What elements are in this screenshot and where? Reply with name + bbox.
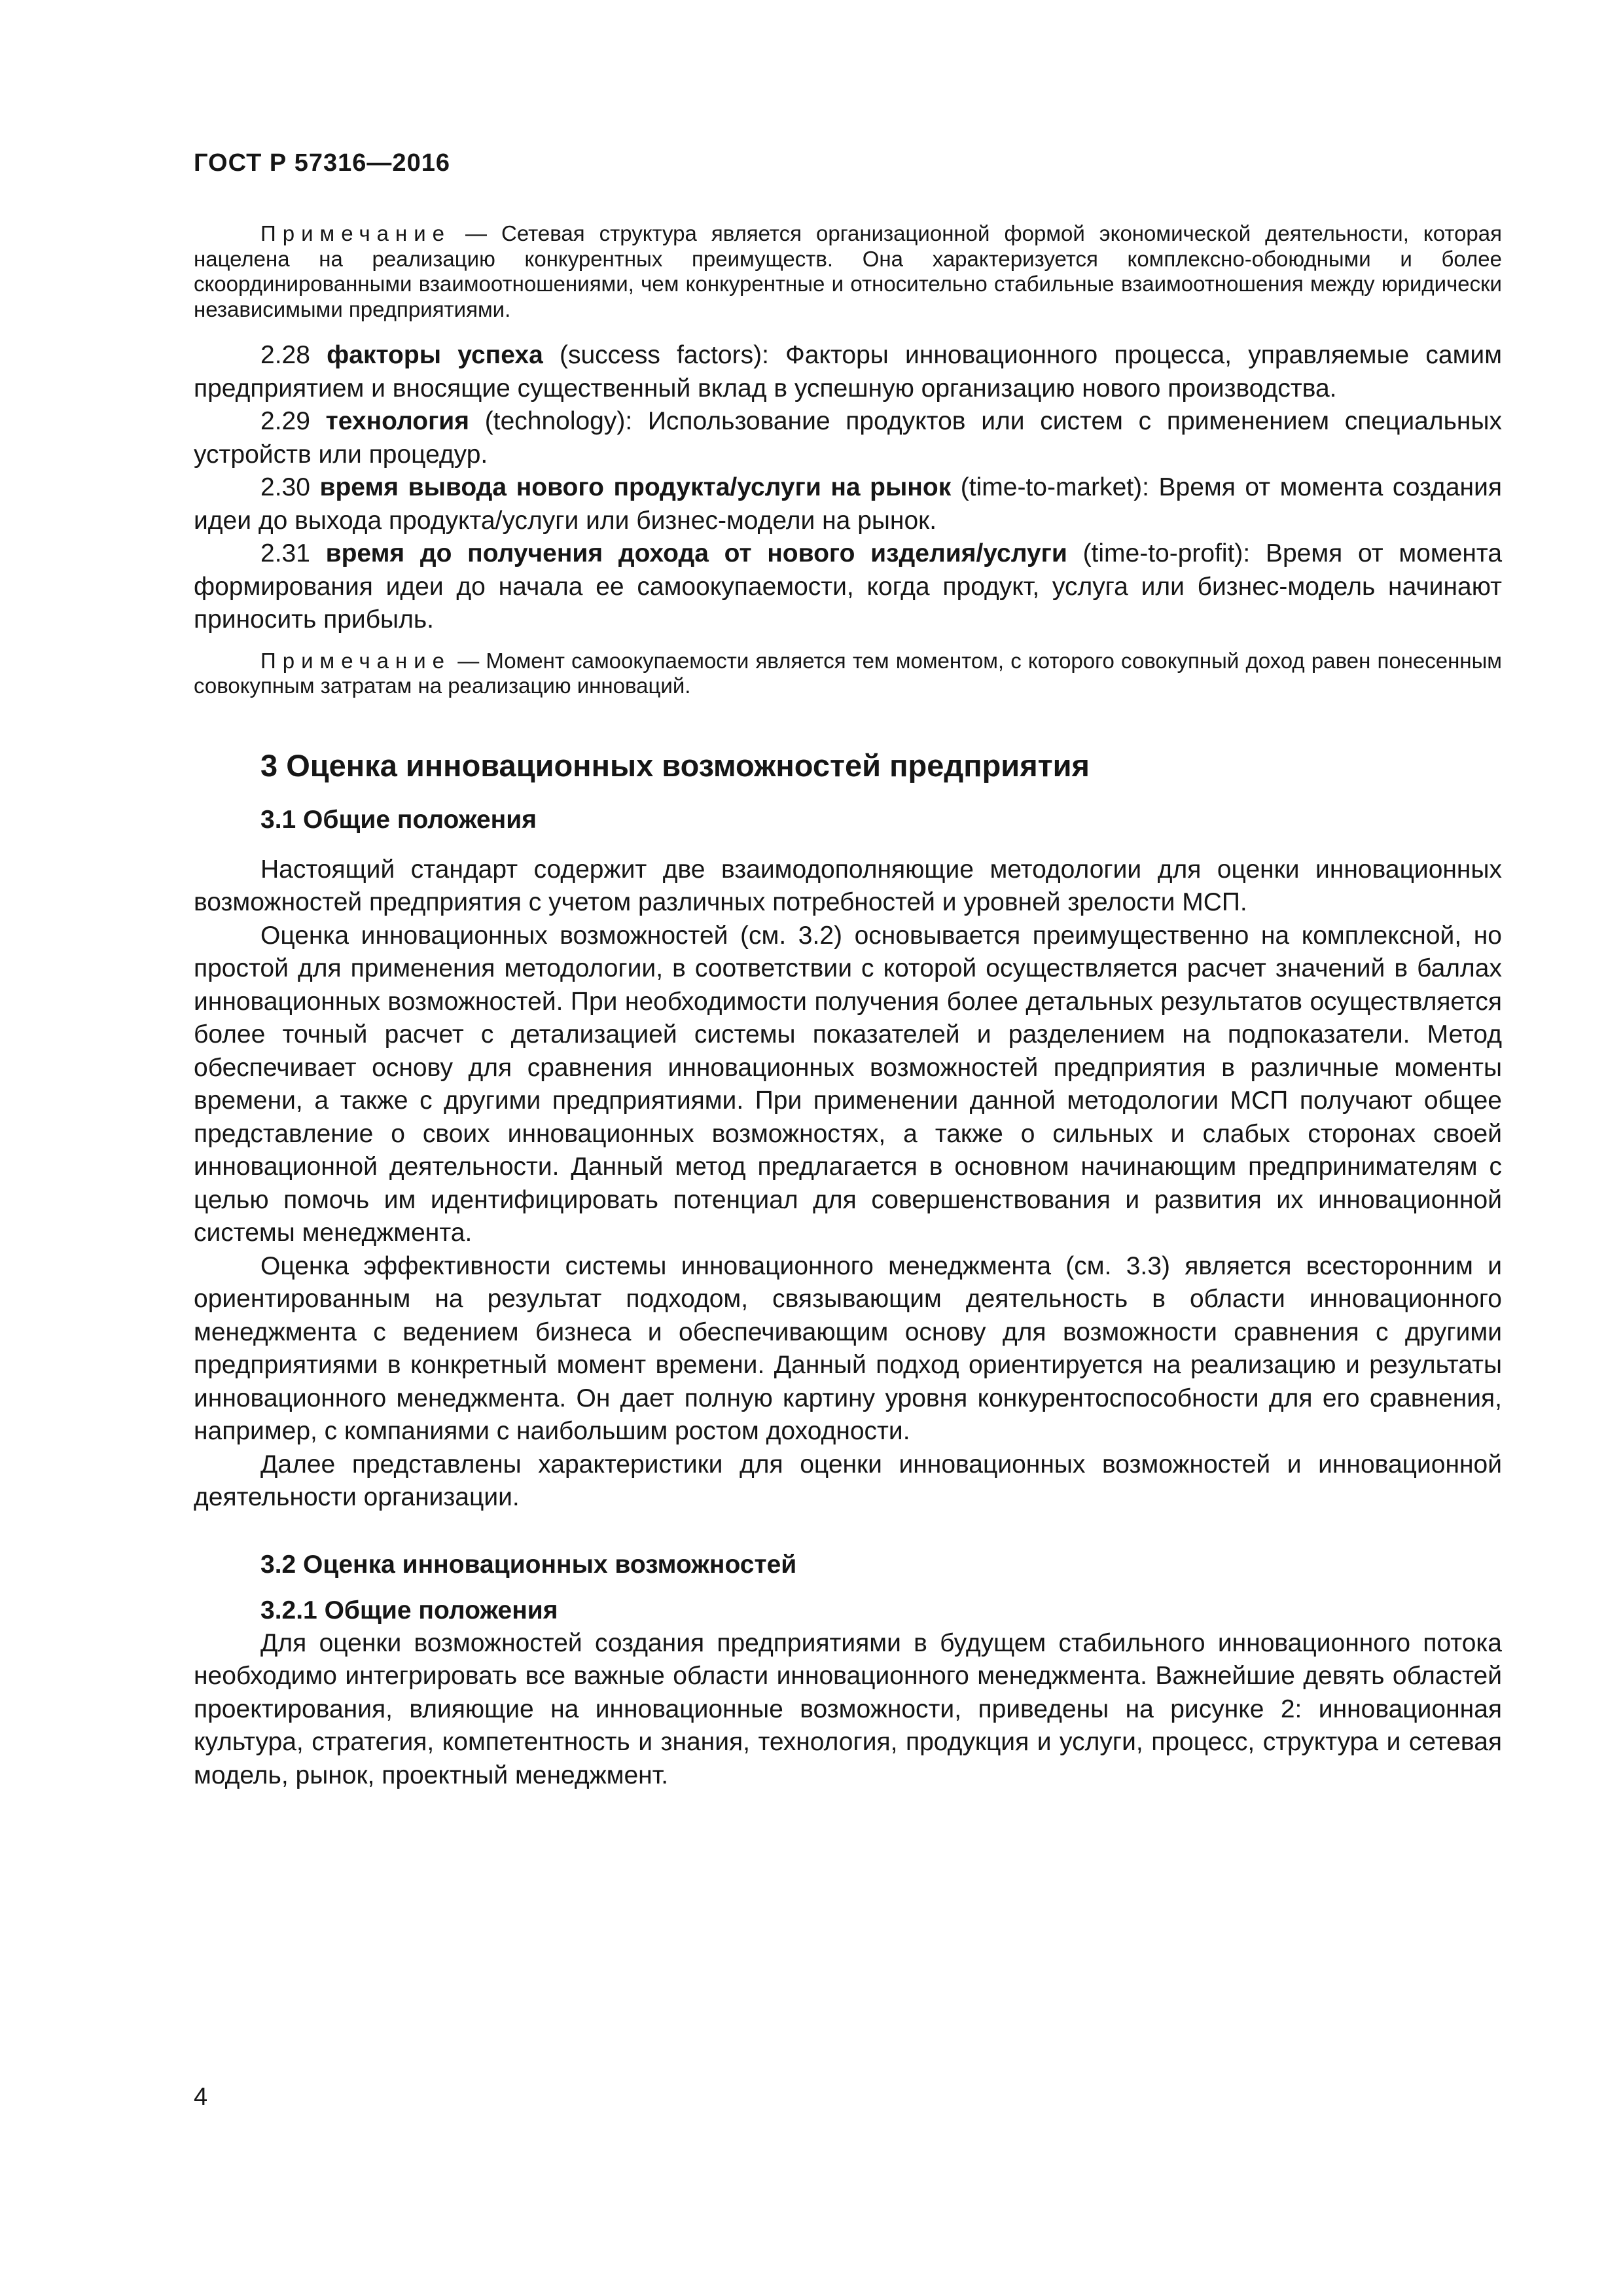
definition-term: время вывода нового продукта/услуги на рынок xyxy=(319,473,952,501)
definition-term: время до получения дохода от нового изделия/услуги xyxy=(325,539,1067,567)
document-code-header: ГОСТ Р 57316—2016 xyxy=(194,149,450,177)
paragraph-3-1-1: Настоящий стандарт содержит две взаимодополняющие методологии для оценки инновационных возможностей предприятия с учетом различных потребностей и уровней зрелости МСП. xyxy=(194,855,1502,916)
paragraph-3-1-4: Далее представлены характеристики для оценки инновационных возможностей и инновационной деятельности организации. xyxy=(194,1450,1502,1511)
paragraph-3-1-3: Оценка эффективности системы инновационного менеджмента (см. 3.3) является всесторонним и ориентированным на результат подходом, связывающим деятельность в области инновационного менеджмента с ведением бизнеса и обеспечивающим основу для возможности сравнения с другими предприятиями в конкретный момент времени. Данный подход ориентируется на реализацию и результаты инновационного менеджмента. Он дает полную картину уровня конкурентоспособности для его сравнения, например, с компаниями с наибольшим ростом доходности. xyxy=(194,1251,1502,1445)
definition-text: (time-to-profit): Время от момента формирования идеи до начала ее самоокупаемости, когда продукт, услуга или бизнес-модель начинают приносить прибыль. xyxy=(194,539,1503,634)
definition-number: 2.31 xyxy=(260,539,326,567)
note-text: — Сетевая структура является организационной формой экономической деятельности, которая нацелена на реализацию конкурентных преимуществ. Она характеризуется комплексно-обоюдными и более скоординированными взаимоотношениями, чем конкурентные и относительно стабильные взаимоотношения между юридически независимыми предприятиями. xyxy=(194,221,1502,321)
note-lead: Примечание xyxy=(260,221,452,245)
definition-term: технология xyxy=(325,407,470,435)
note-payback-moment xyxy=(194,649,1502,699)
definition-text: (technology): Использование продуктов или систем с применением специальных устройств или процедур. xyxy=(194,407,1502,469)
section-3-2-1-heading: 3.2.1 Общие положения xyxy=(260,1596,558,1624)
definition-2-29 xyxy=(194,405,1502,471)
section-3-heading: 3 Оценка инновационных возможностей предприятия xyxy=(260,747,1090,783)
page-number: 4 xyxy=(194,2083,208,2111)
note-text: — Момент самоокупаемости является тем моментом, с которого совокупный доход равен понесенным совокупным затратам на реализацию инноваций. xyxy=(194,648,1502,698)
definition-2-31 xyxy=(194,537,1502,637)
note-lead: Примечание xyxy=(260,648,452,673)
definition-number: 2.28 xyxy=(260,341,327,369)
definition-number: 2.29 xyxy=(260,407,326,435)
definition-term: факторы успеха xyxy=(327,341,543,369)
note-network-structure xyxy=(194,221,1502,322)
definition-text: (success factors): Факторы инновационного процесса, управляемые самим предприятием и вносящие существенный вклад в успешную организацию нового производства. xyxy=(194,341,1503,403)
definition-number: 2.30 xyxy=(260,473,320,501)
definition-2-30 xyxy=(194,471,1502,537)
paragraph-3-1-2: Оценка инновационных возможностей (см. 3.2) основывается преимущественно на комплексной, но простой для применения методологии, в соответствии с которой осуществляется расчет значений в баллах инновационных возможностей. При необходимости получения более детальных результатов осуществляется более точный расчет с детализацией системы показателей и разделением на подпоказатели. Метод обеспечивает основу для сравнения инновационных возможностей предприятия в различные моменты времени, а также с другими предприятиями. При применении данной методологии МСП получают общее представление о своих инновационных возможностях, а также о сильных и слабых сторонах своей инновационной деятельности. Данный метод предлагается в основном начинающим предпринимателям с целью помочь им идентифицировать потенциал для совершенствования и развития их инновационной системы менеджмента. xyxy=(194,921,1502,1247)
definition-text: (time-to-market): Время от момента создания идеи до выхода продукта/услуги или бизнес-модели на рынок. xyxy=(194,473,1503,535)
section-3-2-heading: 3.2 Оценка инновационных возможностей xyxy=(260,1550,797,1579)
definition-2-28 xyxy=(194,339,1502,405)
paragraph-3-2-1: Для оценки возможностей создания предприятиями в будущем стабильного инновационного потока необходимо интегрировать все важные области инновационного менеджмента. Важнейшие девять областей проектирования, влияющие на инновационные возможности, приведены на рисунке 2: инновационная культура, стратегия, компетентность и знания, технология, продукция и услуги, процесс, структура и сетевая модель, рынок, проектный менеджмент. xyxy=(194,1628,1502,1789)
document-body xyxy=(194,221,1502,1792)
section-3-1-heading: 3.1 Общие положения xyxy=(260,805,537,834)
